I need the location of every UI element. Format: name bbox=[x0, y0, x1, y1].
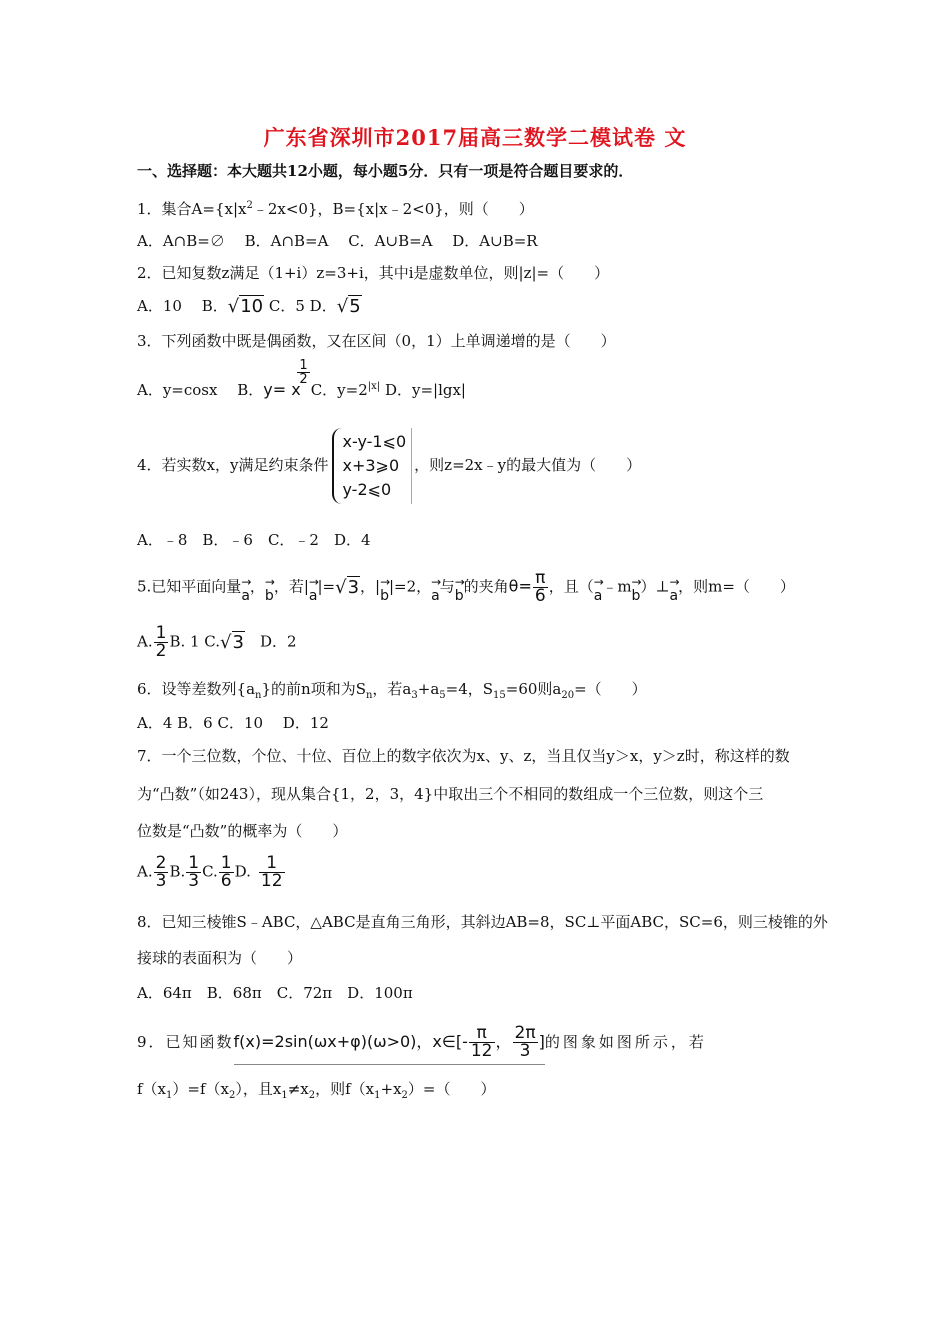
q3-opt-a: A．y=cosx B． bbox=[137, 381, 264, 399]
constraint-system bbox=[332, 428, 410, 504]
frac-num: π bbox=[469, 1025, 495, 1043]
question-7-line-1: 7．一个三位数，个位、十位、百位上的数字依次为x、y、z，当且仅当y＞x，y＞z时，称这样的数 bbox=[137, 747, 790, 765]
q3-yb: y= x bbox=[263, 380, 301, 399]
question-9-line-1 bbox=[137, 1025, 707, 1065]
question-2-options bbox=[137, 295, 362, 318]
constraint-3: y-2⩽0 bbox=[342, 480, 392, 499]
frac-den: 6 bbox=[220, 871, 232, 891]
vector-b: → b bbox=[265, 575, 274, 607]
q5-text1: 5.已知平面向量 bbox=[137, 577, 242, 596]
q1-text2: ﹣2x<0}，B={x|x﹣2<0}，则（ ） bbox=[252, 200, 534, 218]
q3-exponent bbox=[297, 359, 309, 386]
vector-a: → a bbox=[241, 575, 250, 607]
frac-den: 6 bbox=[534, 586, 546, 606]
q6-t1: 6．设等差数列{a bbox=[137, 680, 256, 698]
q7-frac-d bbox=[259, 855, 285, 890]
question-4-stem bbox=[137, 425, 641, 505]
q5-text6: 与 bbox=[439, 577, 455, 596]
q6-sub: 3 bbox=[411, 690, 418, 701]
question-2-stem: 2．已知复数z满足（1+i）z=3+i，其中i是虚数单位，则|z|=（ ） bbox=[137, 264, 610, 282]
q7-label-c: C. bbox=[202, 862, 218, 881]
q2-opt-c: C．5 D． bbox=[264, 297, 337, 315]
q9-t6: +x bbox=[380, 1080, 402, 1098]
q2-opt-a: A．10 B． bbox=[137, 297, 228, 315]
q9-sub: 1 bbox=[374, 1090, 381, 1101]
question-1-options: A．A∩B=∅ B．A∩B=A C．A∪B=A D．A∪B=R bbox=[137, 232, 538, 250]
q9-t5: ，则f（x bbox=[315, 1080, 375, 1098]
q7-frac-b bbox=[186, 855, 201, 890]
q9-t7: ）=（ ） bbox=[407, 1080, 496, 1098]
q9-t4: ≠x bbox=[287, 1080, 309, 1098]
q6-sub: 5 bbox=[439, 690, 446, 701]
q9-t2: ）=f（x bbox=[172, 1080, 229, 1098]
frac-num: 1 bbox=[155, 623, 167, 643]
q5-text7: 的夹角 bbox=[463, 577, 509, 596]
frac-num: 2 bbox=[155, 853, 167, 873]
q9-sub: 1 bbox=[166, 1090, 173, 1101]
question-5-stem bbox=[137, 570, 795, 607]
pi-over-six bbox=[533, 570, 548, 605]
question-1-stem bbox=[137, 195, 534, 220]
frac-num: π bbox=[533, 570, 548, 588]
q9-post: 的图象如图所示，若 bbox=[544, 1033, 707, 1051]
q5-text11: ，则m=（ ） bbox=[678, 577, 795, 596]
question-8-line-1: 8．已知三棱锥S﹣ABC，△ABC是直角三角形，其斜边AB=8，SC⊥平面ABC，SC=6，则三棱锥的外 bbox=[137, 913, 828, 931]
question-9-line-2 bbox=[137, 1078, 495, 1107]
frac-num: 1 bbox=[188, 853, 200, 873]
question-7-line-2: 为“凸数”（如243），现从集合{1，2，3，4}中取出三个不相同的数组成一个三位数，则这个三 bbox=[137, 785, 764, 803]
frac-den: 3 bbox=[519, 1041, 531, 1061]
section-heading: 一、选择题：本大题共12小题，每小题5分．只有一项是符合题目要求的． bbox=[137, 162, 634, 180]
question-3-options bbox=[137, 358, 466, 401]
vector-a: → a bbox=[594, 575, 603, 607]
page-title: 广东省深圳市2017届高三数学二模试卷 文 bbox=[263, 125, 687, 150]
q5-radicand: 3 bbox=[347, 576, 360, 598]
q1-text: 1．集合A={x|x bbox=[137, 200, 247, 218]
q6-t2: }的前n项和为S bbox=[261, 680, 366, 698]
q2-radicand-d: 5 bbox=[349, 296, 361, 317]
question-4-options: A．﹣8 B．﹣6 C．﹣2 D．4 bbox=[137, 531, 371, 549]
frac-num: 1 bbox=[259, 855, 285, 873]
q3-exp-den: 2 bbox=[299, 372, 308, 387]
q9-t3: ），且x bbox=[235, 1080, 282, 1098]
sqrt-symbol: √3 bbox=[220, 631, 244, 653]
q9-sub: 1 bbox=[281, 1090, 288, 1101]
q3-option-b-formula bbox=[263, 358, 308, 401]
q6-sub: 15 bbox=[493, 690, 506, 701]
question-5-options bbox=[137, 625, 297, 660]
q9-sub: 2 bbox=[308, 1090, 316, 1101]
frac-den: 2 bbox=[155, 641, 167, 661]
q3-opt-c: C．y=2 bbox=[310, 381, 368, 399]
frac-den: 12 bbox=[260, 871, 283, 891]
q6-t7: =（ ） bbox=[574, 680, 647, 698]
q2-radicand-b: 10 bbox=[240, 296, 264, 317]
q4-post: ，则z=2x﹣y的最大值为（ ） bbox=[414, 456, 642, 474]
vector-a: → a bbox=[431, 575, 440, 607]
question-8-line-2: 接球的表面积为（ ） bbox=[137, 949, 303, 967]
q7-frac-c bbox=[219, 855, 234, 890]
q6-t6: =60则a bbox=[505, 680, 562, 698]
one-half bbox=[154, 625, 169, 660]
q9-function-formula bbox=[234, 1025, 545, 1065]
q5-opt-a: A. bbox=[137, 632, 153, 651]
frac-den: 12 bbox=[470, 1041, 493, 1061]
q9-t1: f（x bbox=[137, 1080, 167, 1098]
frac-den: 3 bbox=[155, 871, 167, 891]
q6-t4: +a bbox=[417, 680, 440, 698]
q5-opt-d: D．2 bbox=[244, 632, 297, 651]
vector-b: → b bbox=[632, 575, 641, 607]
q6-sub: n bbox=[255, 690, 262, 701]
vector-a: → a bbox=[670, 575, 679, 607]
q6-t3: ，若a bbox=[372, 680, 412, 698]
vector-a: → a bbox=[309, 575, 318, 607]
sqrt-symbol: √3 bbox=[335, 576, 360, 598]
q4-pre: 4．若实数x，y满足约束条件 bbox=[137, 456, 329, 474]
constraint-2: x+3⩾0 bbox=[342, 456, 400, 475]
q9-func: f(x)=2sin(ωx+φ)(ω>0)，x∈[- bbox=[233, 1032, 468, 1051]
q3-opt-d: D．y=|lgx| bbox=[380, 381, 466, 399]
q6-t5: =4，S bbox=[445, 680, 494, 698]
q5-text2: ，若| bbox=[273, 577, 309, 596]
q5-opt-b: B. 1 C. bbox=[169, 632, 221, 651]
q5-comma: ， bbox=[249, 577, 265, 596]
sqrt-symbol: √10 bbox=[227, 296, 264, 317]
question-3-stem: 3．下列函数中既是偶函数，又在区间（0，1）上单调递增的是（ ） bbox=[137, 332, 616, 350]
q6-sub: n bbox=[365, 690, 373, 701]
q5-text9: ﹣m bbox=[602, 577, 632, 596]
q3-sup: |x| bbox=[367, 381, 381, 392]
q7-label-a: A. bbox=[137, 862, 153, 881]
q1-sup: 2 bbox=[246, 200, 253, 211]
q9-close: ] bbox=[538, 1032, 545, 1051]
frac-num: 2π bbox=[514, 1023, 536, 1043]
q5-text10: ）⊥ bbox=[640, 577, 670, 596]
q5-text5: |=2， bbox=[388, 577, 432, 596]
q9-frac-2pi-3 bbox=[513, 1025, 538, 1060]
question-7-line-3: 位数是“凸数”的概率为（ ） bbox=[137, 822, 348, 840]
vector-b: → b bbox=[380, 575, 389, 607]
frac-num: 1 bbox=[220, 853, 232, 873]
q6-sub: 20 bbox=[561, 690, 575, 701]
frac-den: 3 bbox=[188, 871, 200, 891]
q5-text8: ，且（ bbox=[548, 577, 594, 596]
q9-pre: 9．已知函数 bbox=[137, 1033, 234, 1051]
q7-label-d: D. bbox=[234, 862, 251, 881]
sqrt-symbol: √5 bbox=[336, 296, 361, 317]
question-6-stem bbox=[137, 678, 647, 707]
q5-text4: ，| bbox=[360, 577, 381, 596]
q5-radicand-c: 3 bbox=[232, 631, 244, 653]
theta-symbol: θ= bbox=[508, 576, 532, 596]
q9-frac-pi-12 bbox=[469, 1025, 495, 1060]
q7-label-b: B. bbox=[169, 862, 186, 881]
question-8-options: A．64π B．68π C．72π D．100π bbox=[137, 984, 413, 1002]
question-6-options: A．4 B．6 C．10 D．12 bbox=[137, 714, 329, 732]
q9-sub: 2 bbox=[228, 1090, 236, 1101]
q9-mid: ， bbox=[495, 1032, 512, 1051]
constraint-1: x-y-1⩽0 bbox=[342, 432, 407, 451]
question-7-options bbox=[137, 855, 286, 890]
vector-b: → b bbox=[455, 575, 464, 607]
q3-exp-num: 1 bbox=[299, 358, 308, 373]
q9-sub: 2 bbox=[401, 1090, 408, 1101]
q5-text3: |= bbox=[317, 577, 336, 596]
q7-frac-a bbox=[154, 855, 169, 890]
